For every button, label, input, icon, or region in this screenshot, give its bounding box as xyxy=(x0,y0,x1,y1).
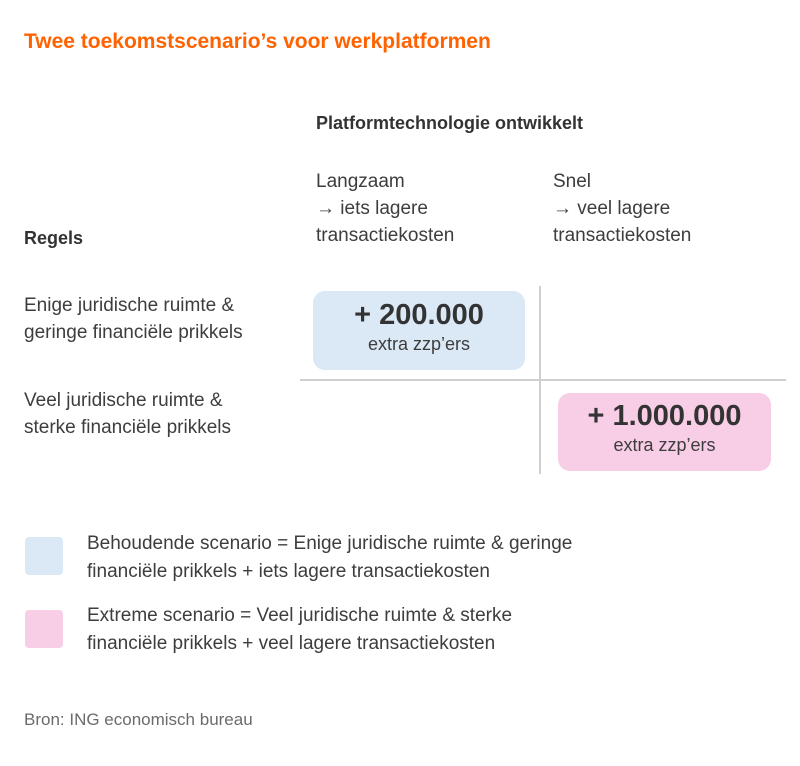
scenario-cell-extreme-value: + 1.000.000 xyxy=(587,400,742,432)
scenario-cell-extreme-unit: extra zzp’ers xyxy=(613,435,716,455)
legend-swatch-extreme xyxy=(25,610,63,648)
column-label-slow xyxy=(316,168,454,249)
source-note: Bron: ING economisch bureau xyxy=(24,710,253,729)
column-label-slow-line3: transactiekosten xyxy=(316,225,455,246)
row-label-limited xyxy=(24,292,243,346)
row-label-limited-line1: Enige juridische ruimte & xyxy=(24,295,235,316)
row-label-extensive-line2: sterke financiële prikkels xyxy=(24,417,231,438)
legend-text-conservative-line2: financiële prikkels + iets lagere transactiekosten xyxy=(87,561,490,582)
scenario-cell-conservative-unit: extra zzp’ers xyxy=(367,334,471,354)
column-label-fast xyxy=(553,168,691,249)
legend-text-extreme xyxy=(87,602,512,658)
row-header: Regels xyxy=(24,228,84,248)
row-label-extensive-line1: Veel juridische ruimte & xyxy=(24,390,223,411)
legend-swatch-conservative xyxy=(25,537,63,575)
legend-text-extreme-line1: Extreme scenario = Veel juridische ruimte & sterke xyxy=(87,605,513,626)
scenario-cell-conservative xyxy=(313,291,525,370)
column-label-fast-line1: Snel xyxy=(553,171,592,192)
scenario-cell-extreme xyxy=(558,393,771,471)
legend-text-extreme-line2: financiële prikkels + veel lagere transactiekosten xyxy=(87,633,496,654)
row-label-extensive xyxy=(24,387,231,441)
legend-text-conservative xyxy=(87,530,572,586)
column-header: Platformtechnologie ontwikkelt xyxy=(316,113,584,133)
scenario-cell-conservative-value: + 200.000 xyxy=(354,299,484,331)
column-label-fast-line3: transactiekosten xyxy=(553,225,692,246)
grid-horizontal-divider xyxy=(300,379,786,381)
legend-text-conservative-line1: Behoudende scenario = Enige juridische ruimte & geringe xyxy=(87,533,573,554)
row-label-limited-line2: geringe financiële prikkels xyxy=(24,322,243,343)
column-label-slow-line2: → iets lagere xyxy=(316,198,428,219)
column-label-fast-line2: → veel lagere xyxy=(553,198,671,219)
column-label-slow-line1: Langzaam xyxy=(316,171,405,192)
chart-title: Twee toekomstscenario’s voor werkplatformen xyxy=(24,30,491,53)
